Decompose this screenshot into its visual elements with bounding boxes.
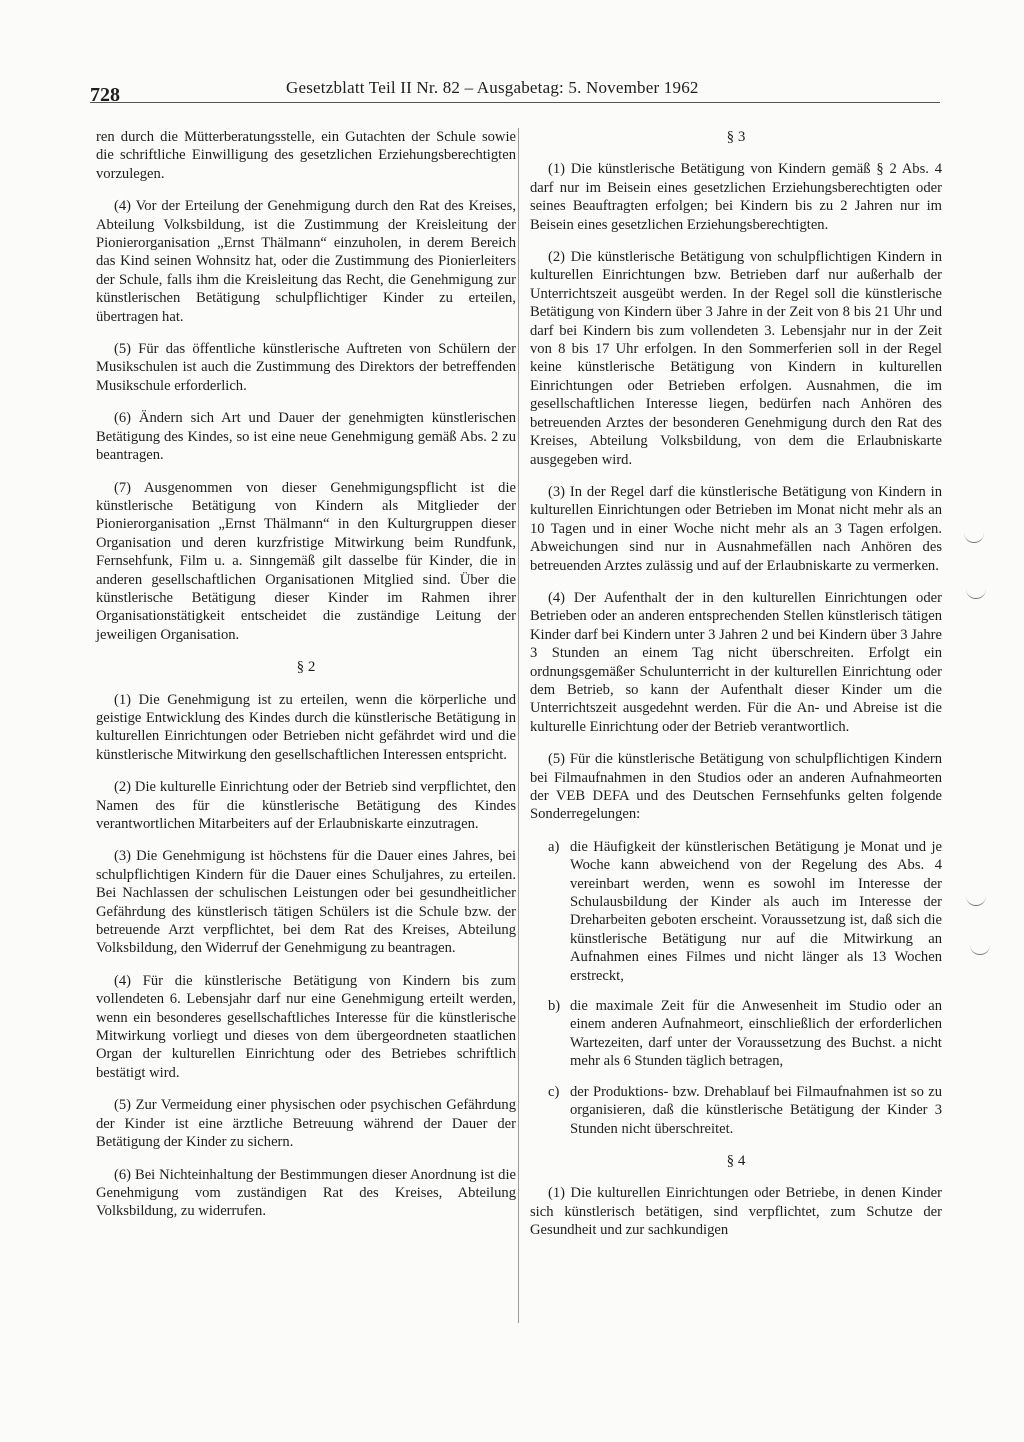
section-heading-4: § 4 (726, 1152, 746, 1169)
list-item-b (530, 997, 942, 1071)
paragraph-2-3: (3) Die Genehmigung ist höchstens für die Dauer eines Jahres, bei schulpflichtigen Kindern für die Dauer eines Schuljahres, zu erteilen. Bei Nachlassen der schulischen Leistungen oder bei gesundheitlicher Gefährdung des künstlerisch tätigen Schülers ist die Schule bzw. der betreuende Arzt verpflichtet, bei dem Rat des Kreises, Abteilung Volksbildung, den Widerruf der Genehmigung zu beantragen. (96, 848, 516, 957)
paragraph-1-6: (6) Ändern sich Art und Dauer der genehmigten künstlerischen Betätigung des Kindes, so ist eine neue Genehmigung gemäß Abs. 2 zu beantragen. (96, 410, 516, 464)
paragraph-continued: ren durch die Mütterberatungsstelle, ein Gutachten der Schule sowie die schriftliche Einwilligung des gesetzlichen Erziehungsberechtigten vorzulegen. (96, 129, 516, 182)
paragraph-1-5: (5) Für das öffentliche künstlerische Auftreten von Schülern der Musikschulen ist auch die Zustimmung des Direktors der betreffenden Musikschule erforderlich. (96, 341, 516, 394)
list-item-a (530, 838, 942, 985)
section-heading-2: § 2 (296, 659, 316, 676)
left-column (96, 128, 516, 1235)
paragraph-1-4: (4) Vor der Erteilung der Genehmigung durch den Rat des Kreises, Abteilung Volksbildung, ist die Zustimmung der Kreisleitung der Pionierorganisation „Ernst Thälmann“ einzuholen, in derem Bereich das Kind seinen Wohnsitz hat, oder die Zustimmung des Pionierleiters der Schule, falls ihm die Kreisleitung das Recht, die Genehmigung zur künstlerischen Betätigung schulpflichtiger Kinder zu erteilen, übertragen hat. (96, 198, 516, 325)
list-label: b) (548, 998, 561, 1015)
running-head: Gesetzblatt Teil II Nr. 82 – Ausgabetag: 5. November 1962 (286, 78, 699, 97)
right-column (530, 128, 942, 1254)
paragraph-3-2: (2) Die künstlerische Betätigung von schulpflichtigen Kindern in kulturellen Einrichtungen bzw. Betrieben darf nur außerhalb der Unterrichtszeit ausgeübt werden. In der Regel soll die künstlerische Betätigung von Kindern über 3 Jahre in der Zeit von 8 bis 21 Uhr und darf bei Kindern bis zum vollendeten 3. Lebensjahr nur in der Zeit von 8 bis 17 Uhr erfolgen. In den Sommerferien soll in der Regel keine künstlerische Betätigung von Kindern in kulturellen Einrichtungen oder Betrieben erfolgen. Ausnahmen, die im gesellschaftlichen Interesse liegen, bedürfen nach Anhören des betreuenden Arztes der besonderen Genehmigung durch den Rat des Kreises, Abteilung Volksbildung, von dem die Erlaubniskarte ausgegeben wird. (530, 249, 942, 468)
margin-mark (970, 944, 990, 955)
header-rule (90, 102, 940, 103)
list-text: der Produktions- bzw. Drehablauf bei Filmaufnahmen ist so zu organisieren, daß die künstlerische Betätigung der Kinder 3 Stunden nicht überschreitet. (570, 1083, 942, 1137)
paragraph-3-1: (1) Die künstlerische Betätigung von Kindern gemäß § 2 Abs. 4 darf nur im Beisein eines gesetzlichen Erziehungsberechtigten oder seines Beauftragten erfolgen; bei Kindern bis zu 2 Jahren nur im Beisein eines gesetzlichen Erziehungsberechtigten. (530, 161, 942, 233)
list-text: die maximale Zeit für die Anwesenheit im Studio oder an einem anderen Aufnahmeort, einschließlich der erforderlichen Wartezeiten, darf unter der Voraussetzung des Buchst. a nicht mehr als 6 Stunden täglich betragen, (570, 998, 942, 1070)
list-text: die Häufigkeit der künstlerischen Betätigung je Monat und je Woche kann abweichend von der Regelung des Abs. 4 vereinbart werden, wenn es sowohl im Interesse der Schulausbildung der Kinder als auch im Interesse der Dreharbeiten geboten erscheint. Voraussetzung ist, daß sich die künstlerische Betätigung nur auf die Mitwirkung an Aufnahmen eines Filmes und nicht länger als 13 Wochen erstreckt, (570, 838, 942, 984)
list-label: c) (548, 1083, 560, 1100)
paragraph-3-3: (3) In der Regel darf die künstlerische Betätigung von Kindern in kulturellen Einrichtungen oder Betrieben im Monat nicht mehr als an 10 Tagen und in einer Woche nicht mehr als an 3 Tagen erfolgen. Abweichungen sind nur in Ausnahmefällen nach Anhören des betreuenden Arztes zulässig und auf der Erlaubniskarte zu vermerken. (530, 483, 942, 574)
paragraph-1-7: (7) Ausgenommen von dieser Genehmigungspflicht ist die künstlerische Betätigung von Kindern als Mitglieder der Pionierorganisation „Ernst Thälmann“ in den Kulturgruppen dieser Organisation und deren kurzfristige Mitwirkung beim Rundfunk, Fernsehfunk, Film u. a. Sinngemäß gilt dasselbe für Kinder, die in anderen gesellschaftlichen Organisationen Mitglied sind. Über die künstlerische Betätigung dieser Kinder im Rahmen ihrer Organisationstätigkeit entscheidet die zuständige Leitung der jeweiligen Organisation. (96, 479, 516, 643)
page-number: 728 (90, 84, 120, 106)
margin-mark (966, 895, 986, 906)
list-item-c (530, 1083, 942, 1138)
paragraph-3-4: (4) Der Aufenthalt der in den kulturellen Einrichtungen oder Betrieben oder an anderen entsprechenden Stellen künstlerisch tätigen Kinder darf bei Kindern unter 3 Jahren 2 und bei Kindern über 3 Jahre 3 Stunden an einem Tag nicht überschreiten. Erfolgt ein ordnungsgemäßer Schulunterricht in der kulturellen Einrichtung oder dem Betrieb, so kann der Aufenthalt dieser Kinder um die Unterrichtszeit ausgedehnt werden. Für die An- und Abreise ist die kulturelle Einrichtung oder der Betrieb verantwortlich. (530, 589, 942, 735)
paragraph-2-1: (1) Die Genehmigung ist zu erteilen, wenn die körperliche und geistige Entwicklung des Kindes durch die künstlerische Betätigung in kulturellen Einrichtungen oder Betrieben nicht gefährdet wird und die künstlerische Mitwirkung den gesellschaftlichen Interessen entspricht. (96, 691, 516, 763)
paragraph-2-2: (2) Die kulturelle Einrichtung oder der Betrieb sind verpflichtet, den Namen des für die künstlerische Betätigung des Kindes verantwortlichen Mitarbeiters auf der Erlaubniskarte einzutragen. (96, 779, 516, 832)
column-divider (518, 128, 519, 1323)
list-label: a) (548, 838, 560, 855)
margin-mark (964, 532, 984, 543)
paragraph-3-5: (5) Für die künstlerische Betätigung von schulpflichtigen Kindern bei Filmaufnahmen in den Studios oder an anderen Aufnahmeorten der VEB DEFA und des Deutschen Fernsehfunks gelten folgende Sonderregelungen: (530, 751, 942, 823)
paragraph-2-5: (5) Zur Vermeidung einer physischen oder psychischen Gefährdung der Kinder ist eine ärztliche Betreuung während der Dauer der Betätigung der Kinder zu sichern. (96, 1097, 516, 1151)
paragraph-4-1: (1) Die kulturellen Einrichtungen oder Betriebe, in denen Kinder sich künstlerisch betätigen, sind verpflichtet, zum Schutze der Gesundheit und zur sachkundigen (530, 1185, 942, 1239)
paragraph-2-4: (4) Für die künstlerische Betätigung von Kindern bis zum vollendeten 6. Lebensjahr darf nur eine Genehmigung erteilt werden, wenn ein besonderes gesellschaftliches Interesse für die künstlerische Mitwirkung vorliegt und dieses von dem übergeordneten staatlichen Organ der kulturellen Einrichtung oder des Betriebes schriftlich bestätigt wird. (96, 972, 516, 1081)
section-heading-3: § 3 (726, 129, 746, 145)
margin-mark (966, 588, 986, 599)
paragraph-2-6: (6) Bei Nichteinhaltung der Bestimmungen dieser Anordnung ist die Genehmigung vom zuständigen Rat des Kreises, Abteilung Volksbildung, zu widerrufen. (96, 1166, 516, 1220)
